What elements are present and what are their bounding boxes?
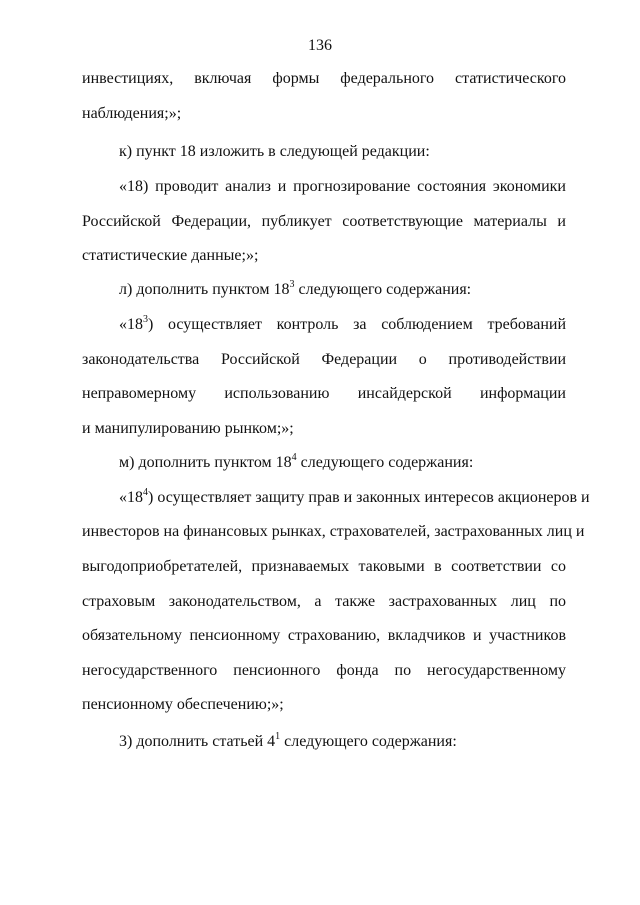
text-run: следующего содержания: xyxy=(296,454,474,471)
text-run: инвестициях, включая формы федерального статистического xyxy=(82,70,566,87)
text-run: «18 xyxy=(119,316,143,333)
page-number: 136 xyxy=(308,37,332,54)
text-run: л) дополнить пунктом 18 xyxy=(119,281,290,298)
text-line xyxy=(119,486,590,508)
text-line xyxy=(82,661,566,681)
text-line xyxy=(82,419,566,439)
text-line xyxy=(82,212,566,232)
text-run: и манипулированию рынком;»; xyxy=(82,420,294,437)
text-line xyxy=(119,280,566,300)
text-line xyxy=(82,592,566,612)
text-run: наблюдения;»; xyxy=(82,105,182,122)
text-run: следующего содержания: xyxy=(294,281,472,298)
text-run: «18) проводит анализ и прогнозирование состояния экономики xyxy=(119,178,566,195)
superscript: 3 xyxy=(289,278,295,290)
text-run: пенсионному обеспечению;»; xyxy=(82,696,284,713)
text-run: следующего содержания: xyxy=(280,733,457,750)
text-line xyxy=(82,384,566,404)
text-run: обязательному пенсионному страхованию, вкладчиков и участников xyxy=(82,627,566,644)
text-line xyxy=(82,104,566,124)
text-line xyxy=(119,142,566,162)
text-run: страховым законодательством, а также застрахованных лиц по xyxy=(82,593,566,610)
text-run: ) осуществляет защиту прав и законных интересов акционеров и xyxy=(148,489,590,506)
text-line xyxy=(82,626,566,646)
text-line xyxy=(82,350,566,370)
superscript: 4 xyxy=(143,486,148,498)
text-run: 3) дополнить статьей 4 xyxy=(119,733,276,750)
text-line xyxy=(82,246,566,266)
text-run: Российской Федерации, публикует соответствующие материалы и xyxy=(82,213,566,230)
text-line xyxy=(82,69,566,89)
text-line xyxy=(82,695,566,715)
text-run: выгодоприобретателей, признаваемых таковыми в соответствии со xyxy=(82,558,566,575)
text-run: негосударственного пенсионного фонда по негосударственному xyxy=(82,662,566,679)
text-run: неправомерному использованию инсайдерской информации xyxy=(82,385,566,402)
text-line xyxy=(119,732,566,752)
text-line xyxy=(119,177,566,197)
text-run: м) дополнить пунктом 18 xyxy=(119,454,292,471)
text-line xyxy=(82,557,566,577)
text-line xyxy=(82,522,585,542)
text-run: к) пункт 18 изложить в следующей редакции: xyxy=(119,143,430,160)
text-run: инвесторов на финансовых рынках, страхователей, застрахованных лиц и xyxy=(82,523,585,540)
text-run: ) осуществляет контроль за соблюдением требований xyxy=(148,316,566,333)
text-run: «18 xyxy=(119,489,143,506)
superscript: 3 xyxy=(143,313,148,325)
text-line xyxy=(119,315,566,335)
text-line xyxy=(119,453,566,473)
superscript: 1 xyxy=(275,730,281,742)
superscript: 4 xyxy=(291,451,297,463)
text-run: статистические данные;»; xyxy=(82,247,259,264)
text-run: законодательства Российской Федерации о противодействии xyxy=(82,351,566,368)
